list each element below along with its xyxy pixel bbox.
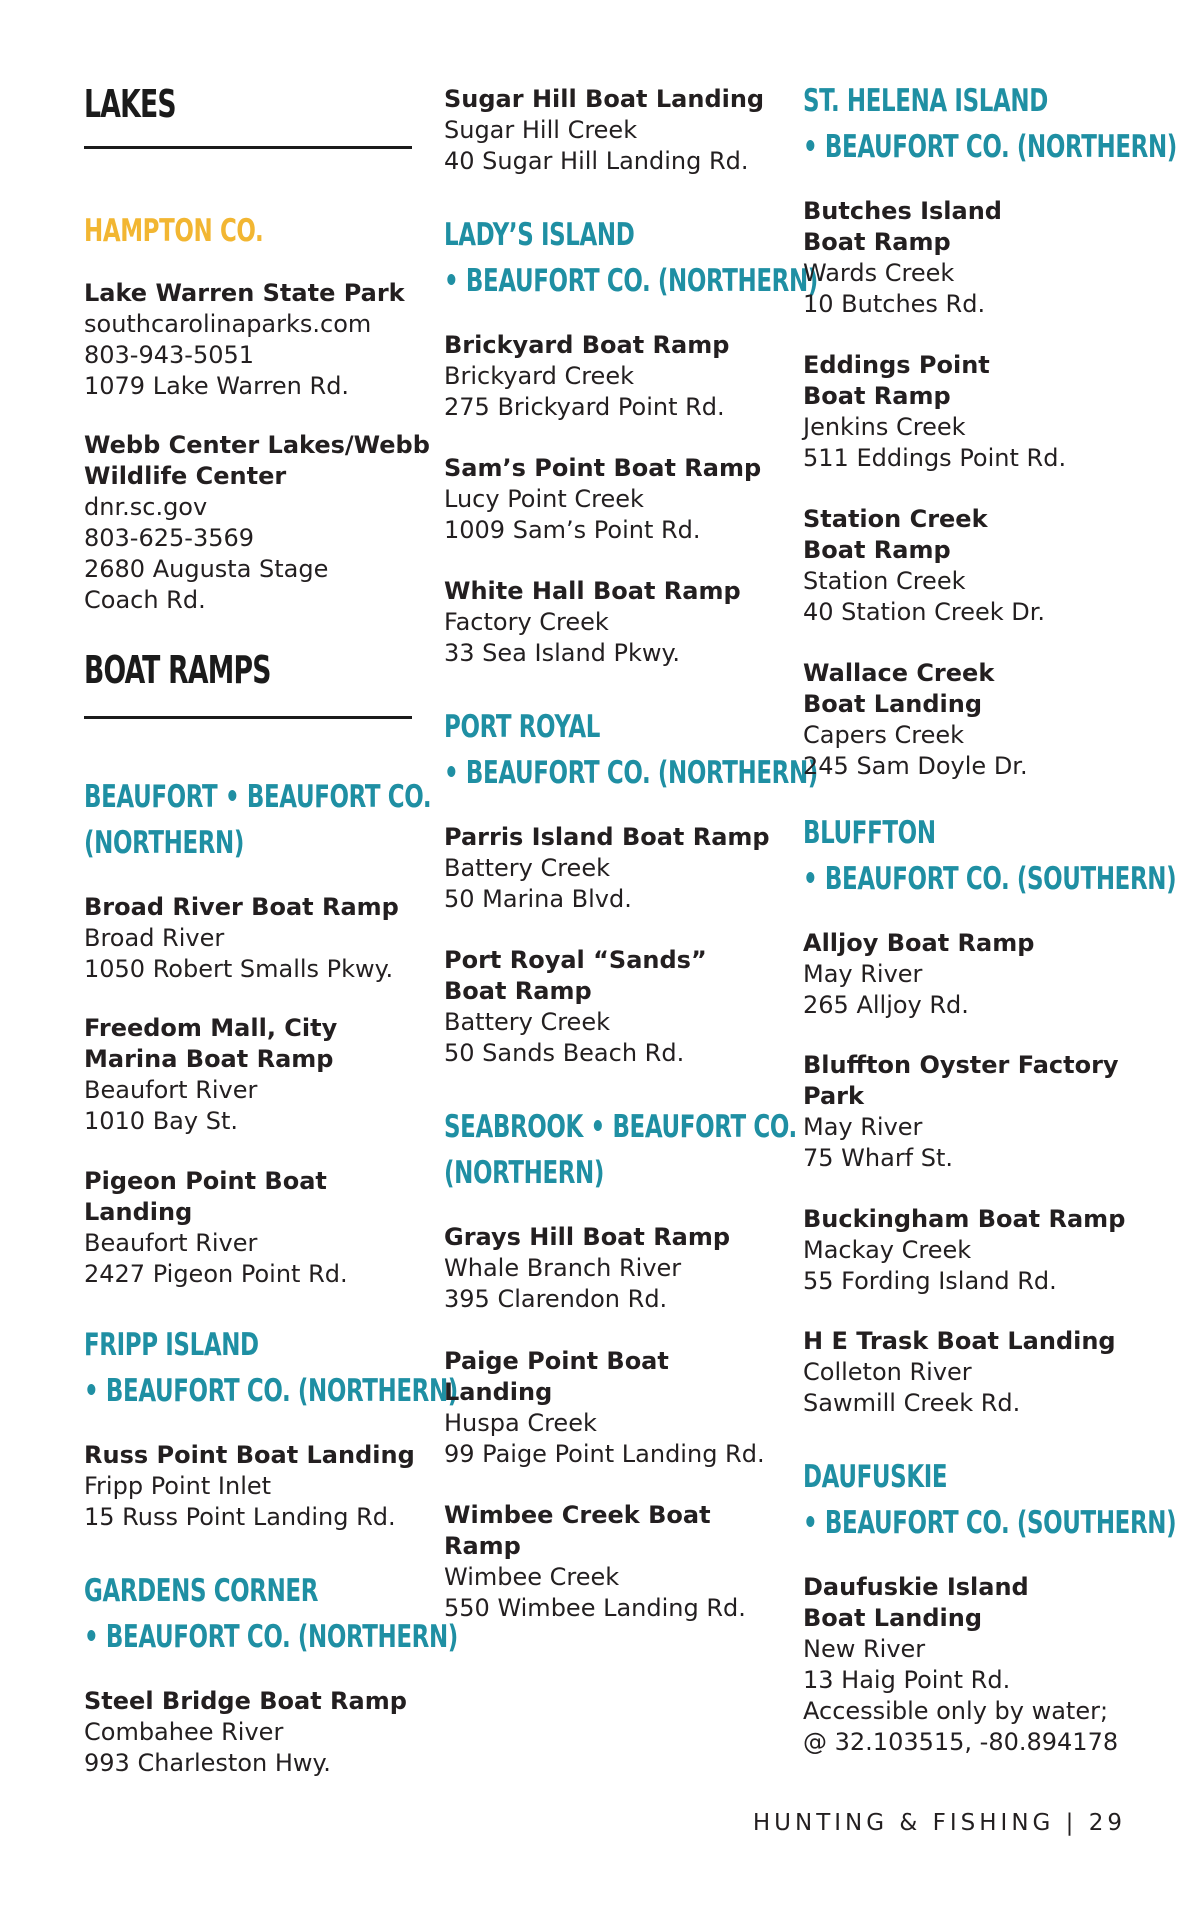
list-item: Grays Hill Boat Ramp Whale Branch River 395 Clarendon Rd. bbox=[444, 1223, 731, 1313]
region-beaufort: BEAUFORT • BEAUFORT CO. (NORTHERN) bbox=[84, 779, 432, 861]
list-item: Wallace Creek Boat Landing Capers Creek 245 Sam Doyle Dr. bbox=[803, 659, 1028, 780]
list-item: Parris Island Boat Ramp Battery Creek 50 Marina Blvd. bbox=[444, 823, 770, 913]
list-item: Freedom Mall, City Marina Boat Ramp Beaufort River 1010 Bay St. bbox=[84, 1014, 338, 1135]
list-item: H E Trask Boat Landing Colleton River Sawmill Creek Rd. bbox=[803, 1327, 1116, 1417]
list-item: Brickyard Boat Ramp Brickyard Creek 275 Brickyard Point Rd. bbox=[444, 331, 730, 421]
list-item: White Hall Boat Ramp Factory Creek 33 Sea Island Pkwy. bbox=[444, 577, 741, 667]
list-item: Butches Island Boat Ramp Wards Creek 10 Butches Rd. bbox=[803, 197, 1002, 318]
region-fripp-island: FRIPP ISLAND • BEAUFORT CO. (NORTHERN) bbox=[84, 1327, 458, 1409]
list-item: Daufuskie Island Boat Landing New River 13 Haig Point Rd. Accessible only by water; @ 32.103515, -80.894178 bbox=[803, 1573, 1119, 1756]
list-item: Broad River Boat Ramp Broad River 1050 Robert Smalls Pkwy. bbox=[84, 893, 399, 983]
list-item: Port Royal “Sands” Boat Ramp Battery Creek 50 Sands Beach Rd. bbox=[444, 946, 707, 1067]
list-item: Sam’s Point Boat Ramp Lucy Point Creek 1009 Sam’s Point Rd. bbox=[444, 454, 762, 544]
lakes-heading: LAKES bbox=[84, 82, 176, 126]
region-hampton: HAMPTON CO. bbox=[84, 213, 264, 249]
region-seabrook: SEABROOK • BEAUFORT CO. (NORTHERN) bbox=[444, 1109, 797, 1191]
list-item: Pigeon Point Boat Landing Beaufort River 2427 Pigeon Point Rd. bbox=[84, 1167, 348, 1288]
region-st-helena-island: ST. HELENA ISLAND • BEAUFORT CO. (NORTHERN) bbox=[803, 83, 1177, 165]
list-item: Alljoy Boat Ramp May River 265 Alljoy Rd. bbox=[803, 929, 1035, 1019]
list-item: Russ Point Boat Landing Fripp Point Inlet 15 Russ Point Landing Rd. bbox=[84, 1441, 415, 1531]
list-item: Station Creek Boat Ramp Station Creek 40 Station Creek Dr. bbox=[803, 505, 1046, 626]
list-item: Webb Center Lakes/Webb Wildlife Center dnr.sc.gov 803-625-3569 2680 Augusta Stage Coach Rd. bbox=[84, 431, 430, 614]
region-gardens-corner: GARDENS CORNER • BEAUFORT CO. (NORTHERN) bbox=[84, 1573, 458, 1655]
boat-ramps-heading: BOAT RAMPS bbox=[84, 648, 271, 692]
region-bluffton: BLUFFTON • BEAUFORT CO. (SOUTHERN) bbox=[803, 815, 1177, 897]
divider bbox=[84, 146, 412, 149]
list-item: Eddings Point Boat Ramp Jenkins Creek 511 Eddings Point Rd. bbox=[803, 351, 1067, 472]
list-item: Buckingham Boat Ramp Mackay Creek 55 Fording Island Rd. bbox=[803, 1205, 1126, 1295]
list-item: Bluffton Oyster Factory Park May River 75 Wharf St. bbox=[803, 1051, 1119, 1172]
region-ladys-island: LADY’S ISLAND • BEAUFORT CO. (NORTHERN) bbox=[444, 217, 818, 299]
list-item: Steel Bridge Boat Ramp Combahee River 993 Charleston Hwy. bbox=[84, 1687, 407, 1777]
list-item: Sugar Hill Boat Landing Sugar Hill Creek 40 Sugar Hill Landing Rd. bbox=[444, 85, 765, 175]
list-item: Paige Point Boat Landing Huspa Creek 99 Paige Point Landing Rd. bbox=[444, 1347, 765, 1468]
region-port-royal: PORT ROYAL • BEAUFORT CO. (NORTHERN) bbox=[444, 709, 818, 791]
list-item: Lake Warren State Park southcarolinaparks.com 803-943-5051 1079 Lake Warren Rd. bbox=[84, 279, 405, 400]
list-item: Wimbee Creek Boat Ramp Wimbee Creek 550 Wimbee Landing Rd. bbox=[444, 1501, 746, 1622]
divider bbox=[84, 716, 412, 719]
page-footer: HUNTING & FISHING | 29 bbox=[752, 1810, 1126, 1836]
region-daufuskie: DAUFUSKIE • BEAUFORT CO. (SOUTHERN) bbox=[803, 1459, 1177, 1541]
